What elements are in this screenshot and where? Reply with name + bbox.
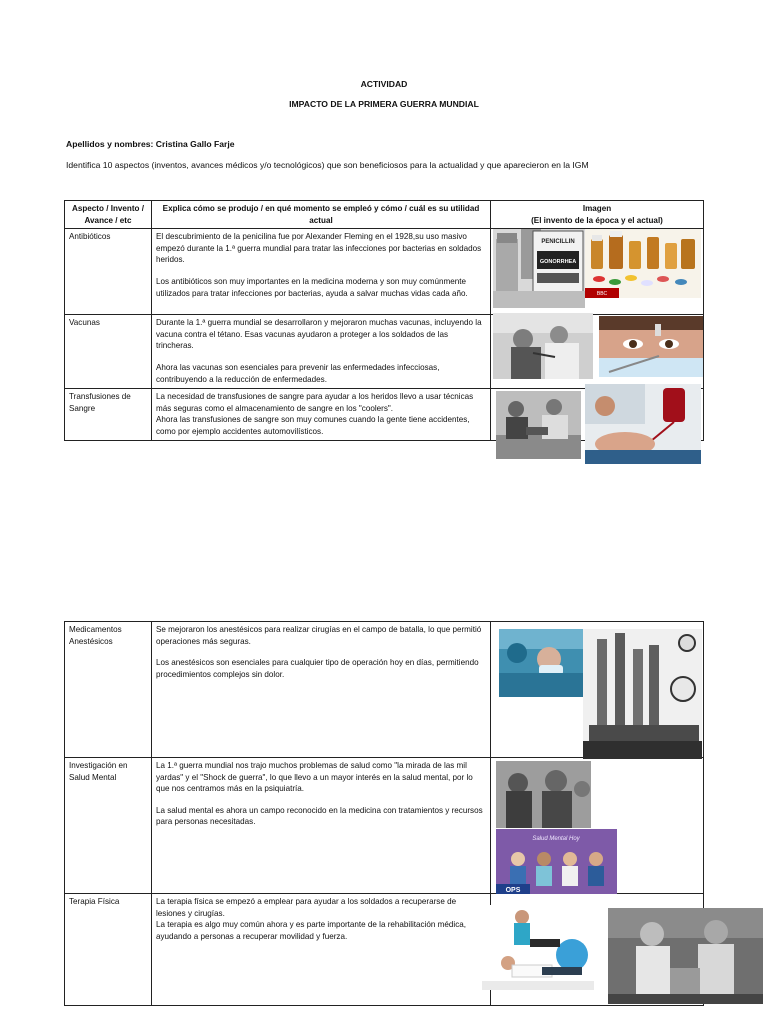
header-image-line1: Imagen (582, 204, 612, 213)
explain-paragraph: La necesidad de transfusiones de sangre para ayudar a los heridos llevo a usar técnicas más seguras como el almacenamiento de sangre en los "coolers". (156, 392, 474, 413)
physical-therapy-vintage-photo (608, 908, 763, 1004)
explain-cell (152, 758, 491, 894)
explain-paragraph: Los anestésicos son esenciales para cualquier tipo de operación hoy en días, permitiendo procedimientos complejos sin dolor. (156, 658, 479, 679)
header-image-line2: (El invento de la época y el actual) (531, 215, 663, 225)
svg-text:GONORRHEA: GONORRHEA (539, 259, 577, 265)
explain-cell (152, 894, 491, 1006)
explain-paragraph: Durante la 1.ª guerra mundial se desarrollaron y mejoraron muchas vacunas, incluyendo la vacuna contra el tétano. Esas vacunas ayudaron a proteger a los soldados de las trincheras. (156, 318, 482, 351)
vaccine-modern-photo (599, 316, 703, 377)
explain-cell (152, 229, 491, 315)
aspect-cell: Vacunas (65, 315, 152, 389)
activity-label: ACTIVIDAD (360, 79, 408, 89)
physical-therapy-modern-photo (482, 905, 594, 990)
explain-paragraph: El descubrimiento de la penicilina fue por Alexander Fleming en el 1928,su uso masivo empezó durante la 1.ª guerra mundial para tratar las infecciones por bacterias en soldados heridos. (156, 232, 482, 265)
document-title: IMPACTO DE LA PRIMERA GUERRA MUNDIAL (289, 99, 479, 109)
anesthesia-vintage-machine-photo (583, 629, 702, 759)
transfusion-vintage-photo (496, 391, 581, 459)
aspect-cell: Medicamentos Anestésicos (65, 622, 152, 758)
transfusion-modern-photo (585, 384, 701, 464)
explain-paragraph: Los antibióticos son muy importantes en la medicina moderna y son muy comúnmente utilizados para tratar infecciones por bacterias, ayuda a salvar muchas vidas cada año. (156, 276, 468, 298)
explain-paragraph: La salud mental es ahora un campo reconocido en la medicina con tratamientos y recursos para personas necesitadas. (156, 805, 483, 827)
explain-paragraph: Se mejoraron los anestésicos para realizar cirugías en el campo de batalla, lo que permitió operaciones más seguras. (156, 625, 482, 646)
table-header-row (65, 201, 704, 229)
aspect-cell: Terapia Física (65, 894, 152, 1006)
explain-paragraph: Ahora las transfusiones de sangre son muy comunes cuando la gente tiene accidentes, como por ejemplo accidentes automovilísticos. (156, 415, 470, 436)
aspect-cell: Transfusiones de Sangre (65, 389, 152, 440)
explain-paragraph: La terapia es algo muy común ahora y es parte importante de la rehabilitación médica, ayudando a personas a recuperar movilidad y fuerza. (156, 920, 466, 941)
explain-cell (152, 315, 491, 389)
svg-text:PENICILLIN: PENICILLIN (541, 239, 575, 245)
explain-paragraph: La terapia física se empezó a emplear para ayudar a los soldados a recuperarse de lesiones y cirugías. (156, 897, 457, 918)
svg-text:Salud Mental Hoy: Salud Mental Hoy (532, 836, 580, 842)
mental-health-ops-banner (496, 829, 617, 894)
explain-paragraph: Ahora las vacunas son esenciales para prevenir las enfermedades infecciosas, contribuyendo a la reducción de enfermedades. (156, 362, 440, 384)
explain-cell (152, 622, 491, 758)
header-image (491, 201, 704, 229)
student-name: Apellidos y nombres: Cristina Gallo Farje (66, 139, 235, 149)
instructions-text: Identifica 10 aspectos (inventos, avances médicos y/o tecnológicos) que son beneficiosos para la actualidad y que aparecieron en la IGM (66, 160, 589, 170)
explain-paragraph: La 1.ª guerra mundial nos trajo muchos problemas de salud como "la mirada de las mil yardas" y el "Shock de guerra", lo que llevo a un mayor interés en la salud mental, por lo que nos centramos más en la psiquiatría. (156, 761, 473, 794)
header-aspect: Aspecto / Invento / Avance / etc (65, 201, 152, 229)
vaccine-vintage-photo (493, 313, 593, 379)
explain-cell (152, 389, 491, 440)
penicillin-vintage-photo (493, 229, 585, 308)
header-explain: Explica cómo se produjo / en qué momento se empleó y cómo / cuál es su utilidad actual (152, 201, 491, 229)
aspect-cell: Investigación en Salud Mental (65, 758, 152, 894)
anesthesia-modern-photo (499, 629, 583, 697)
antibiotics-modern-photo (585, 229, 701, 298)
svg-text:OPS: OPS (505, 887, 521, 894)
mental-health-vintage-photo (496, 761, 591, 828)
aspect-cell: Antibióticos (65, 229, 152, 315)
svg-text:BBC: BBC (596, 291, 608, 297)
